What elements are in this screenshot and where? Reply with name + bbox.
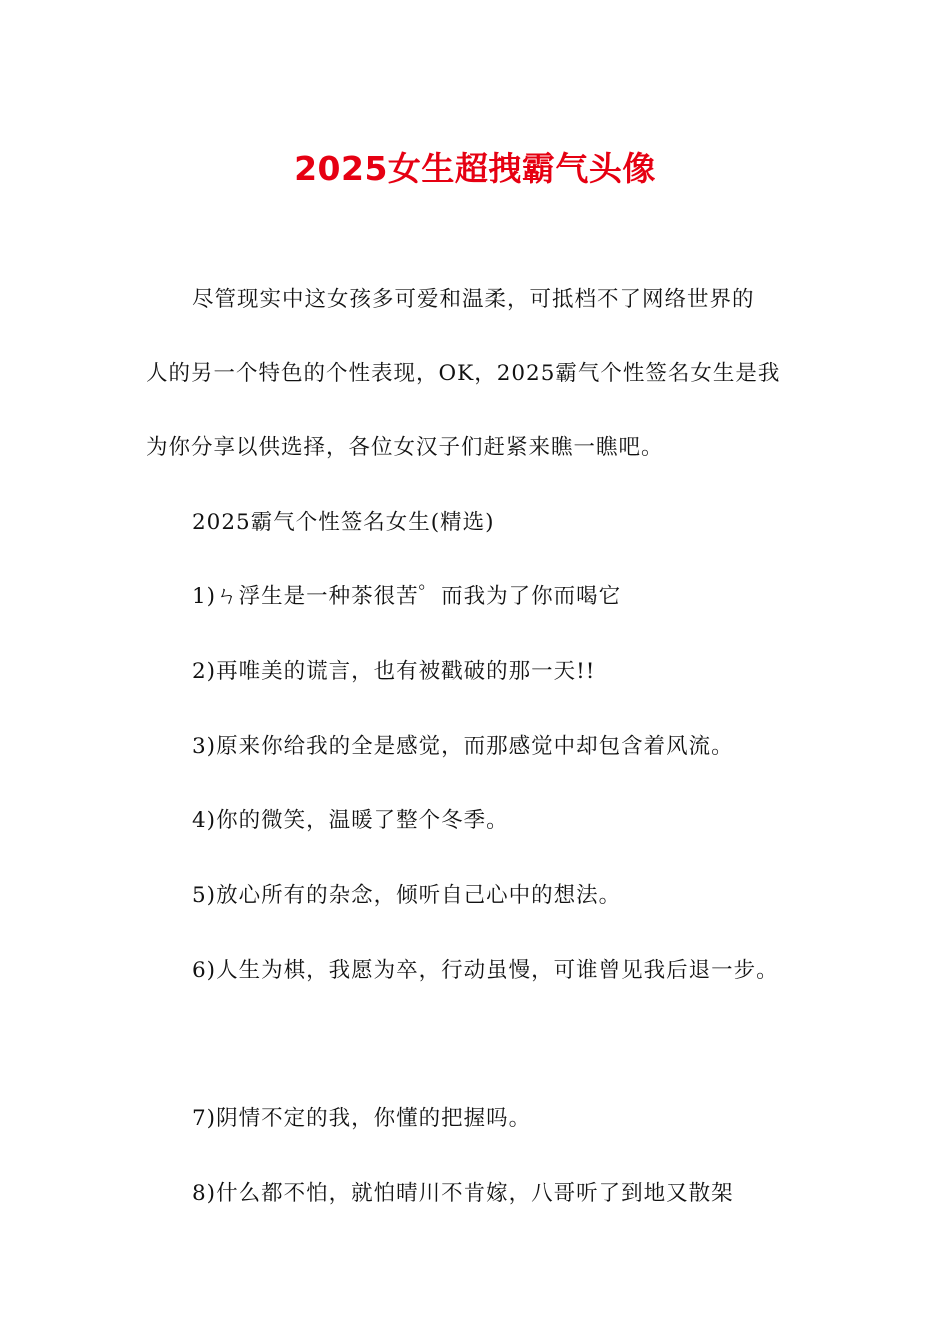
section-heading: 2025霸气个性签名女生(精选): [192, 510, 495, 535]
list-item: 5)放心所有的杂念，倾听自己心中的想法。: [192, 883, 622, 908]
list-item: 4)你的微笑，温暖了整个冬季。: [192, 808, 509, 833]
list-item: 1)ㄣ浮生是一种茶很苦゜而我为了你而喝它: [192, 584, 622, 609]
list-item: 7)阴情不定的我，你懂的把握吗。: [192, 1106, 532, 1131]
intro-line-2: 人的另一个特色的个性表现，OK，2025霸气个性签名女生是我: [146, 361, 781, 386]
list-item: 8)什么都不怕，就怕晴川不肯嫁，八哥听了到地又散架: [192, 1181, 734, 1206]
intro-line-3: 为你分享以供选择，各位女汉子们赶紧来瞧一瞧吧。: [146, 435, 664, 460]
page-title: 2025女生超拽霸气头像: [294, 149, 656, 188]
intro-line-1: 尽管现实中这女孩多可爱和温柔，可抵档不了网络世界的: [192, 287, 755, 312]
list-item: 6)人生为棋，我愿为卒，行动虽慢，可谁曾见我后退一步。: [192, 958, 779, 983]
list-item: 3)原来你给我的全是感觉，而那感觉中却包含着风流。: [192, 734, 734, 759]
list-item: 2)再唯美的谎言，也有被戳破的那一天!!: [192, 659, 596, 684]
